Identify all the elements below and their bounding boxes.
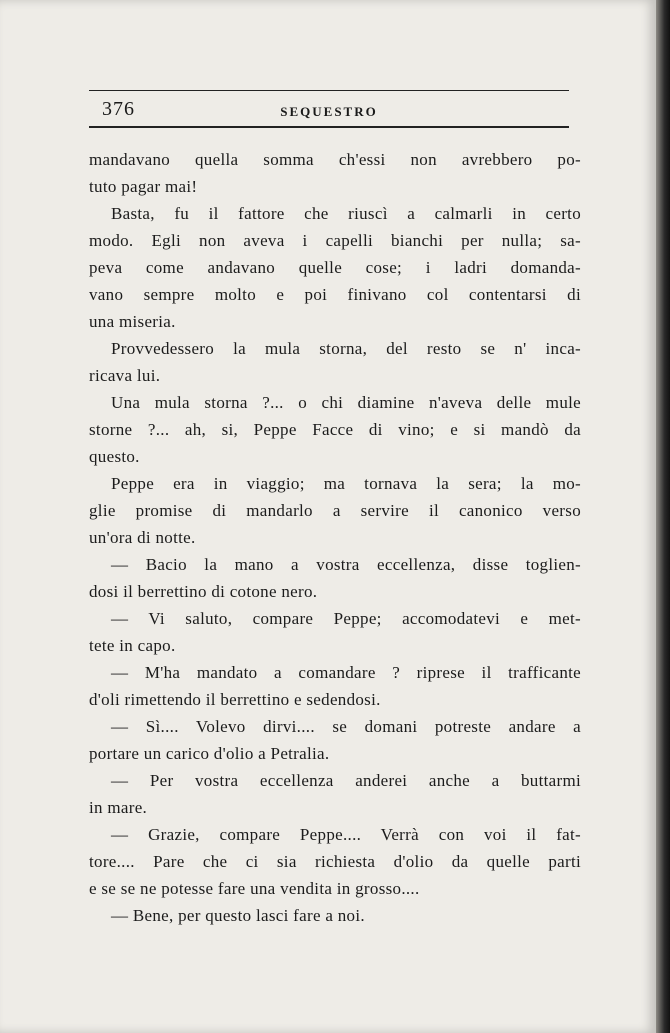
text-line: una miseria. — [89, 312, 176, 331]
running-head: SEQUESTRO — [280, 104, 378, 119]
text-line: in mare. — [89, 798, 148, 817]
text-line: Peppe era in viaggio; ma tornava la sera; la mo- — [111, 474, 581, 493]
text-line: portare un carico d'olio a Petralia. — [89, 744, 330, 763]
header-rule-bottom — [89, 126, 569, 128]
text-line: Provvedessero la mula storna, del resto se n' inca- — [111, 339, 581, 358]
text-line: glie promise di mandarlo a servire il canonico verso — [89, 501, 581, 520]
text-line: tuto pagar mai! — [89, 177, 198, 196]
text-line: storne ?... ah, si, Peppe Facce di vino; e si mandò da — [89, 420, 581, 439]
text-line: Una mula storna ?... o chi diamine n'aveva delle mule — [111, 393, 581, 412]
text-line: — Per vostra eccellenza anderei anche a buttarmi — [111, 771, 581, 790]
text-line: modo. Egli non aveva i capelli bianchi per nulla; sa- — [89, 231, 581, 250]
text-line: — Bene, per questo lasci fare a noi. — [111, 906, 365, 925]
text-line: un'ora di notte. — [89, 528, 196, 547]
text-line: e se se ne potesse fare una vendita in grosso.... — [89, 879, 420, 898]
text-line: Basta, fu il fattore che riuscì a calmarli in certo — [111, 204, 581, 223]
text-line: tete in capo. — [89, 636, 176, 655]
text-line: — Bacio la mano a vostra eccellenza, disse toglien- — [111, 555, 581, 574]
text-line: ricava lui. — [89, 366, 161, 385]
text-line: mandavano quella somma ch'essi non avrebbero po- — [89, 150, 581, 169]
text-line: — Grazie, compare Peppe.... Verrà con voi il fat- — [111, 825, 581, 844]
text-line: — Vi saluto, compare Peppe; accomodatevi e met- — [111, 609, 581, 628]
book-binding-edge — [656, 0, 670, 1033]
header-rule-top — [89, 90, 569, 91]
text-line: peva come andavano quelle cose; i ladri domanda- — [89, 258, 581, 277]
body-text — [89, 146, 581, 929]
text-line: d'oli rimettendo il berrettino e sedendosi. — [89, 690, 381, 709]
text-line: — Sì.... Volevo dirvi.... se domani potreste andare a — [111, 717, 581, 736]
text-line: vano sempre molto e poi finivano col contentarsi di — [89, 285, 581, 304]
text-line: questo. — [89, 447, 140, 466]
page-number: 376 — [102, 98, 135, 120]
text-line: — M'ha mandato a comandare ? riprese il trafficante — [111, 663, 581, 682]
text-line: dosi il berrettino di cotone nero. — [89, 582, 318, 601]
text-line: tore.... Pare che ci sia richiesta d'olio da quelle parti — [89, 852, 581, 871]
